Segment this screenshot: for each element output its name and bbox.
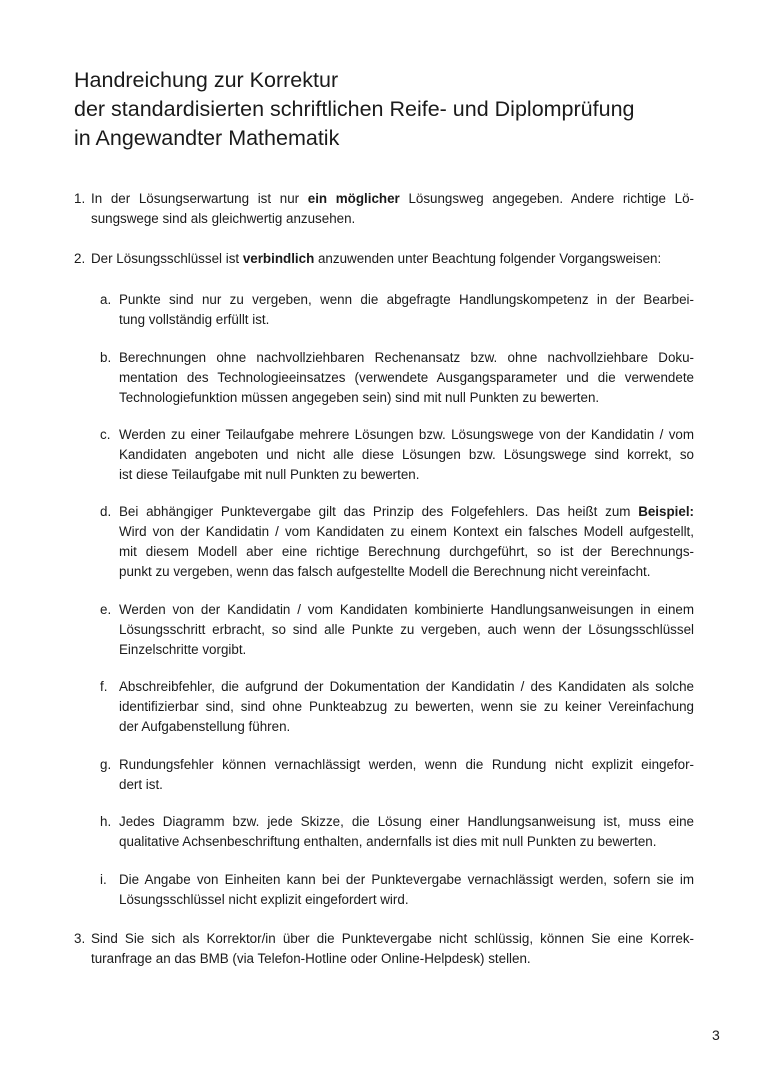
title-line-2: der standardisierten schriftlichen Reife- und Diplomprüfung — [74, 97, 635, 121]
text-line: ist diese Teilaufgabe mit null Punkten zu bewerten. — [119, 467, 420, 482]
page-number: 3 — [712, 1027, 720, 1043]
list-marker: g. — [100, 757, 112, 772]
emphasis-text: ein möglicher — [307, 191, 400, 206]
emphasis-text: Beispiel: — [638, 504, 694, 519]
list-item-text — [119, 502, 694, 582]
list-item-text — [119, 425, 694, 485]
list-marker: e. — [100, 602, 112, 617]
text-line: der Aufgabenstellung führen. — [119, 719, 291, 734]
text-segment: Der Lösungsschlüssel ist — [91, 251, 243, 266]
text-line: dert ist. — [119, 777, 163, 792]
list-item-text — [119, 812, 694, 852]
list-marker: a. — [100, 292, 112, 307]
text-segment: In der Lösungserwartung ist nur — [91, 191, 308, 206]
text-line: Sind Sie sich als Korrektor/in über die Punktevergabe nicht schlüssig, können Sie eine Korrek- — [91, 931, 694, 946]
list-item-text — [119, 870, 694, 910]
list-item-text — [119, 755, 694, 795]
text-line: mit diesem Modell aber eine richtige Berechnung durchgeführt, so ist der Berechnungs- — [119, 544, 694, 559]
text-line: Berechnungen ohne nachvollziehbaren Rechenansatz bzw. ohne nachvollziehbare Doku- — [119, 350, 694, 365]
list-marker: d. — [100, 504, 112, 519]
text-line: Punkte sind nur zu vergeben, wenn die abgefragte Handlungskompetenz in der Bearbei- — [119, 292, 694, 307]
title-line-1: Handreichung zur Korrektur — [74, 68, 339, 92]
text-line: mentation des Technologieeinsatzes (verwendete Ausgangsparameter und die verwendete — [119, 370, 694, 385]
text-line: Kandidaten angeboten und nicht alle diese Lösungen bzw. Lösungswege sind korrekt, so — [119, 447, 694, 462]
emphasis-text: verbindlich — [242, 251, 315, 266]
document-title — [74, 66, 714, 153]
text-line: identifizierbar sind, sind ohne Punkteabzug zu bewerten, wenn sie zu keiner Vereinfachung — [119, 699, 694, 714]
text-line: Werden von der Kandidatin / vom Kandidaten kombinierte Handlungsanweisungen in einem — [119, 602, 694, 617]
text-line — [119, 502, 694, 522]
list-marker: 1. — [74, 191, 86, 206]
text-line: tung vollständig erfüllt ist. — [119, 312, 270, 327]
text-line: Rundungsfehler können vernachlässigt werden, wenn die Rundung nicht explizit eingefor- — [119, 757, 694, 772]
text-line — [91, 249, 694, 269]
text-line: Technologiefunktion müssen angegeben sein) sind mit null Punkten zu bewerten. — [119, 390, 600, 405]
text-line: Die Angabe von Einheiten kann bei der Punktevergabe vernachlässigt werden, sofern sie im — [119, 872, 694, 887]
list-item-text — [91, 249, 694, 269]
text-segment: Lösungsweg angegeben. Andere richtige Lö- — [399, 191, 695, 206]
list-item-text — [119, 290, 694, 330]
text-line: Wird von der Kandidatin / vom Kandidaten zu einem Kontext ein falsches Modell aufgestellt, — [119, 524, 694, 539]
text-line: Lösungsschritt erbracht, so sind alle Punkte zu vergeben, auch wenn der Lösungsschlüssel — [119, 622, 694, 637]
list-marker: f. — [100, 679, 108, 694]
list-marker: 2. — [74, 251, 86, 266]
list-item-text — [119, 348, 694, 408]
text-line: Werden zu einer Teilaufgabe mehrere Lösungen bzw. Lösungswege von der Kandidatin / vom — [119, 427, 694, 442]
list-item-text — [119, 600, 694, 660]
text-segment: anzuwenden unter Beachtung folgender Vorgangsweisen: — [314, 251, 662, 266]
text-line: Abschreibfehler, die aufgrund der Dokumentation der Kandidatin / des Kandidaten als solche — [119, 679, 694, 694]
text-line: Einzelschritte vorgibt. — [119, 642, 247, 657]
text-line: sungswege sind als gleichwertig anzusehen. — [91, 211, 356, 226]
text-line: Jedes Diagramm bzw. jede Skizze, die Lösung einer Handlungsanweisung ist, muss eine — [119, 814, 694, 829]
text-line — [91, 189, 694, 209]
list-marker: 3. — [74, 931, 86, 946]
list-marker: c. — [100, 427, 111, 442]
text-line: qualitative Achsenbeschriftung enthalten, andernfalls ist dies mit null Punkten zu bewerten. — [119, 834, 657, 849]
list-marker: i. — [100, 872, 107, 887]
list-marker: b. — [100, 350, 112, 365]
text-segment: Bei abhängiger Punktevergabe gilt das Prinzip des Folgefehlers. Das heißt zum — [119, 504, 639, 519]
text-line: Lösungsschlüssel nicht explizit eingefordert wird. — [119, 892, 409, 907]
list-item-text — [91, 929, 694, 969]
list-marker: h. — [100, 814, 112, 829]
title-line-3: in Angewandter Mathematik — [74, 126, 340, 150]
text-line: turanfrage an das BMB (via Telefon-Hotline oder Online-Helpdesk) stellen. — [91, 951, 531, 966]
list-item-text — [91, 189, 694, 229]
list-item-text — [119, 677, 694, 737]
text-line: punkt zu vergeben, wenn das falsch aufgestellte Modell die Berechnung nicht vereinfacht. — [119, 564, 651, 579]
